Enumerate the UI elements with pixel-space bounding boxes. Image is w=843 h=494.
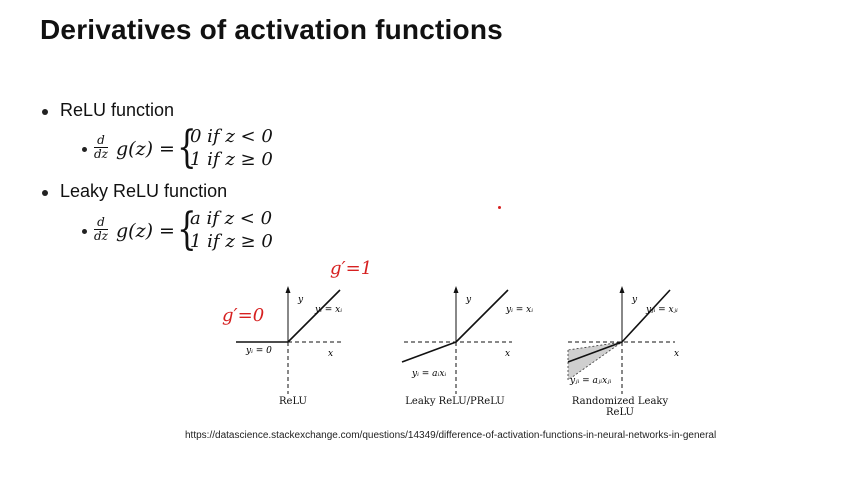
leaky-relu-plot [390,252,540,402]
rrelu-pos-label: yⱼᵢ = xⱼᵢ [646,305,678,315]
y-axis-label: y [632,295,638,305]
rrelu-pos-segment [622,290,670,342]
source-link[interactable]: https://datascience.stackexchange.com/questions/14349/difference-of-activation-functions-in-neural-networks-in-general [185,430,717,441]
leaky-brace: { [177,204,197,255]
random-slope-shaded-region [568,342,622,380]
relu-lhs: g(z) = [116,138,175,160]
relu-pos-label: yᵢ = xᵢ [315,305,343,315]
x-axis-label: x [328,349,334,359]
x-axis-label: x [674,349,680,359]
leaky-lhs: g(z) = [116,220,175,242]
relu-neg-label: yᵢ = 0 [246,346,272,356]
handwritten-annotations [218,252,378,332]
sub-bullet-dot [82,147,87,152]
leaky-pos-label: yᵢ = xᵢ [506,305,534,315]
leaky-neg-label: yᵢ = aᵢxᵢ [412,369,447,379]
annotation-dot [498,206,501,209]
derivative-fraction: $\frac{d}{dz}$ [94,133,109,161]
y-axis-arrow [620,286,625,293]
x-axis-label: x [505,349,511,359]
randomized-leaky-relu-plot [560,252,690,402]
leaky-pos-segment [456,290,508,342]
leaky-relu-caption: Leaky ReLU/PReLU [405,396,505,407]
bullet-dot [42,190,48,196]
bullet-leaky-relu-label: Leaky ReLU function [60,181,228,201]
y-axis-label: y [466,295,472,305]
leaky-case-neg: a if z < 0 [190,208,273,229]
leaky-case-pos: 1 if z ≥ 0 [190,231,273,252]
relu-caption: ReLU [279,396,307,407]
relu-case-pos: 1 if z ≥ 0 [190,149,273,170]
bullet-relu-label: ReLU function [60,100,175,120]
sub-bullet-dot [82,229,87,234]
y-axis-label: y [298,295,304,305]
handwritten-g-prime-zero: g′=0 [222,305,265,326]
relu-brace: { [177,122,197,173]
leaky-neg-segment [402,342,456,362]
slide-title: Derivatives of activation functions [40,14,503,45]
relu-case-neg: 0 if z < 0 [190,126,273,147]
rrelu-neg-label: yⱼᵢ = aⱼᵢxⱼᵢ [570,376,612,386]
y-axis-arrow [454,286,459,293]
randomized-leaky-relu-caption: Randomized Leaky ReLU [571,396,669,418]
derivative-fraction: $\frac{d}{dz}$ [94,215,109,243]
handwritten-g-prime-one: g′=1 [330,258,373,279]
bullet-dot [42,109,48,115]
